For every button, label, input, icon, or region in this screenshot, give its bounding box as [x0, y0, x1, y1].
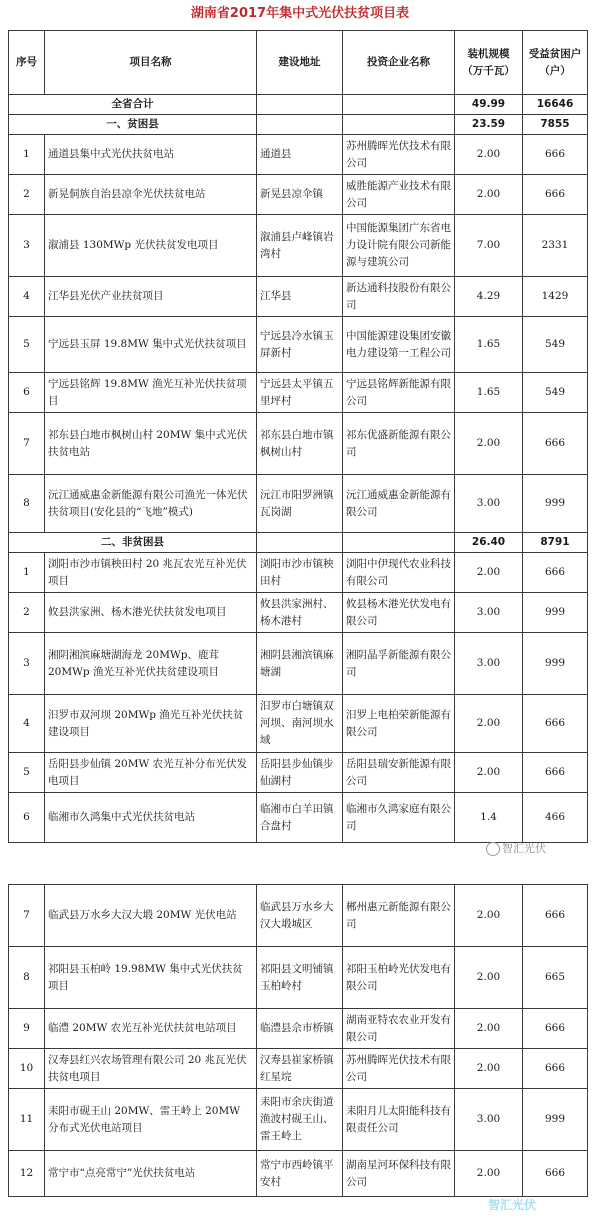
- cell-company: 中国能源集团广东省电力设计院有限公司新能源与建筑公司: [343, 215, 455, 277]
- cell-company: 攸县杨木港光伏发电有限公司: [343, 593, 455, 633]
- cell-households: 1429: [523, 277, 588, 317]
- cell-site: 湘阴县湘滨镇麻塘湖: [257, 633, 343, 695]
- header-row: [9, 31, 588, 95]
- table-row: [9, 793, 588, 843]
- cell-site: 临湘市白羊田镇合盘村: [257, 793, 343, 843]
- table-row: [9, 215, 588, 277]
- cell-capacity: 3.00: [455, 633, 523, 695]
- cell-capacity: 2.00: [455, 695, 523, 753]
- table-row: [9, 277, 588, 317]
- header-no: 序号: [9, 31, 45, 95]
- cell-site: 祁阳县文明铺镇玉柏岭村: [257, 947, 343, 1009]
- cell-no: 5: [9, 753, 45, 793]
- cell-name: 汉寿县红兴农场管理有限公司 20 兆瓦光伏扶贫电项目: [45, 1049, 257, 1089]
- page-title: 湖南省2017年集中式光伏扶贫项目表: [190, 6, 410, 21]
- cell-households: 666: [523, 413, 588, 475]
- cell-site: 通道县: [257, 135, 343, 175]
- cell-name: 临澧 20MW 农光互补光伏扶贫电站项目: [45, 1009, 257, 1049]
- cell-site: 汨罗市白塘镇双河坝、南河坝水域: [257, 695, 343, 753]
- cell-site: 溆浦县卢峰镇岩湾村: [257, 215, 343, 277]
- project-table-top: [8, 30, 588, 843]
- cell-name: 浏阳市沙市镇秧田村 20 兆瓦农光互补光伏项目: [45, 553, 257, 593]
- cell-capacity: 3.00: [455, 475, 523, 533]
- cell-company: 郴州惠元新能源有限公司: [343, 885, 455, 947]
- cell-name: 宁远县铭辉 19.8MW 渔光互补光伏扶贫项目: [45, 373, 257, 413]
- cell-capacity: 1.65: [455, 317, 523, 373]
- cell-name: 溆浦县 130MWp 光伏扶贫发电项目: [45, 215, 257, 277]
- cell-name: 新晃侗族自治县凉伞光伏扶贫电站: [45, 175, 257, 215]
- table-row: [9, 135, 588, 175]
- cell-households: 549: [523, 373, 588, 413]
- table-row: [9, 1089, 588, 1151]
- cell-site: 临澧县佘市桥镇: [257, 1009, 343, 1049]
- cell-no: 5: [9, 317, 45, 373]
- cell-capacity: 2.00: [455, 947, 523, 1009]
- cell-name: 常宁市“点亮常宁”光伏扶贫电站: [45, 1151, 257, 1197]
- cell-site: 常宁市西岭镇平安村: [257, 1151, 343, 1197]
- section-row: [9, 115, 588, 135]
- cell-households: 666: [523, 1049, 588, 1089]
- section-households: 8791: [523, 533, 588, 553]
- cell-households: 666: [523, 135, 588, 175]
- cell-capacity: 7.00: [455, 215, 523, 277]
- table-row: [9, 885, 588, 947]
- cell-site: 宁远县冷水镇玉屏新村: [257, 317, 343, 373]
- table-row: [9, 593, 588, 633]
- cell-site: 新晃县凉伞镇: [257, 175, 343, 215]
- cell-company: 临湘市久鸿家庭有限公司: [343, 793, 455, 843]
- cell-site: 江华县: [257, 277, 343, 317]
- cell-no: 11: [9, 1089, 45, 1151]
- cell-capacity: 2.00: [455, 1009, 523, 1049]
- cell-site: 耒阳市余庆街道渔波村砚王山、雷王岭上: [257, 1089, 343, 1151]
- cell-no: 1: [9, 135, 45, 175]
- cell-site: 临武县万水乡大汉大塅城区: [257, 885, 343, 947]
- table-row: [9, 1151, 588, 1197]
- total-row: [9, 95, 588, 115]
- cell-site: 攸县洪家洲村、杨木港村: [257, 593, 343, 633]
- cell-company: 湖南星河环保科技有限公司: [343, 1151, 455, 1197]
- table-row: [9, 553, 588, 593]
- table-row: [9, 1009, 588, 1049]
- cell-name: 岳阳县步仙镇 20MW 农光互补分布光伏发电项目: [45, 753, 257, 793]
- cell-households: 549: [523, 317, 588, 373]
- total-households: 16646: [523, 95, 588, 115]
- cell-capacity: 3.00: [455, 1089, 523, 1151]
- cell-name: 湘阴湘滨麻塘湖海龙 20MWp、鹿茸 20MWp 渔光互补光伏扶贫建设项目: [45, 633, 257, 695]
- header-households: 受益贫困户（户）: [523, 31, 588, 95]
- cell-company: 沅江通威惠金新能源有限公司: [343, 475, 455, 533]
- project-table-bottom: [8, 884, 588, 1197]
- header-company: 投资企业名称: [343, 31, 455, 95]
- cell-name: 沅江通威惠金新能源有限公司渔光一体光伏扶贫项目(安化县的“飞地”模式): [45, 475, 257, 533]
- table-row: [9, 475, 588, 533]
- table-row: [9, 947, 588, 1009]
- cell-households: 666: [523, 553, 588, 593]
- cell-company: 苏州腾晖光伏技术有限公司: [343, 135, 455, 175]
- table-row: [9, 373, 588, 413]
- cell-company: 祁东优盛新能源有限公司: [343, 413, 455, 475]
- cell-capacity: 2.00: [455, 553, 523, 593]
- cell-company: 岳阳县瑞安新能源有限公司: [343, 753, 455, 793]
- cell-no: 9: [9, 1009, 45, 1049]
- section-row: [9, 533, 588, 553]
- page-gap: [0, 868, 600, 884]
- cell-site: 沅江市阳罗洲镇瓦岗湖: [257, 475, 343, 533]
- cell-company: 中国能源建设集团安徽电力建设第一工程公司: [343, 317, 455, 373]
- cell-capacity: 2.00: [455, 1049, 523, 1089]
- cell-company: 新达通科技股份有限公司: [343, 277, 455, 317]
- cell-no: 6: [9, 373, 45, 413]
- cell-site: 宁远县太平镇五里坪村: [257, 373, 343, 413]
- cell-no: 3: [9, 215, 45, 277]
- cell-households: 999: [523, 593, 588, 633]
- table-row: [9, 175, 588, 215]
- cell-site: 汉寿县崔家桥镇红星垸: [257, 1049, 343, 1089]
- cell-name: 宁远县玉屏 19.8MW 集中式光伏扶贫项目: [45, 317, 257, 373]
- cell-no: 7: [9, 885, 45, 947]
- cell-capacity: 1.4: [455, 793, 523, 843]
- cell-name: 江华县光伏产业扶贫项目: [45, 277, 257, 317]
- cell-households: 666: [523, 1151, 588, 1197]
- cell-no: 2: [9, 593, 45, 633]
- cell-company: 威胜能源产业技术有限公司: [343, 175, 455, 215]
- cell-capacity: 2.00: [455, 413, 523, 475]
- cell-no: 4: [9, 695, 45, 753]
- cell-households: 666: [523, 1009, 588, 1049]
- cell-capacity: 2.00: [455, 135, 523, 175]
- cell-company: 汨罗上电柏荣新能源有限公司: [343, 695, 455, 753]
- table-row: [9, 753, 588, 793]
- cell-name: 临武县万水乡大汉大塅 20MW 光伏电站: [45, 885, 257, 947]
- cell-company: 耒阳月儿太阳能科技有限责任公司: [343, 1089, 455, 1151]
- cell-no: 7: [9, 413, 45, 475]
- cell-no: 10: [9, 1049, 45, 1089]
- cell-capacity: 2.00: [455, 885, 523, 947]
- table-row: [9, 1049, 588, 1089]
- section-capacity: 23.59: [455, 115, 523, 135]
- watermark-bottom: [488, 1196, 536, 1213]
- cell-name: 临湘市久鸿集中式光伏扶贫电站: [45, 793, 257, 843]
- cell-company: 宁远县铭辉新能源有限公司: [343, 373, 455, 413]
- cell-households: 2331: [523, 215, 588, 277]
- cell-no: 12: [9, 1151, 45, 1197]
- wechat-icon: [486, 842, 500, 856]
- cell-capacity: 3.00: [455, 593, 523, 633]
- cell-name: 汨罗市双河坝 20MWp 渔光互补光伏扶贫建设项目: [45, 695, 257, 753]
- watermark-top-text: 智汇光伏: [502, 842, 546, 855]
- cell-households: 666: [523, 175, 588, 215]
- section-label: 一、贫困县: [9, 115, 257, 135]
- table-row: [9, 633, 588, 695]
- cell-company: 湘阴晶孚新能源有限公司: [343, 633, 455, 695]
- watermark-top: [486, 840, 546, 856]
- cell-households: 999: [523, 1089, 588, 1151]
- cell-no: 6: [9, 793, 45, 843]
- cell-no: 2: [9, 175, 45, 215]
- cell-households: 666: [523, 885, 588, 947]
- cell-households: 666: [523, 695, 588, 753]
- table-row: [9, 413, 588, 475]
- header-site: 建设地址: [257, 31, 343, 95]
- cell-households: 999: [523, 633, 588, 695]
- section-label: 二、非贫困县: [9, 533, 257, 553]
- header-capacity: 装机规模（万千瓦）: [455, 31, 523, 95]
- table-row: [9, 317, 588, 373]
- cell-households: 666: [523, 753, 588, 793]
- cell-households: 999: [523, 475, 588, 533]
- table-row: [9, 695, 588, 753]
- cell-households: 466: [523, 793, 588, 843]
- total-capacity: 49.99: [455, 95, 523, 115]
- cell-capacity: 2.00: [455, 1151, 523, 1197]
- cell-no: 8: [9, 475, 45, 533]
- cell-capacity: 2.00: [455, 753, 523, 793]
- section-households: 7855: [523, 115, 588, 135]
- cell-company: 浏阳中伊现代农业科技有限公司: [343, 553, 455, 593]
- cell-name: 祁东县白地市枫树山村 20MW 集中式光伏扶贫电站: [45, 413, 257, 475]
- cell-site: 岳阳县步仙镇步仙湖村: [257, 753, 343, 793]
- cell-company: 苏州腾晖光伏技术有限公司: [343, 1049, 455, 1089]
- cell-name: 耒阳市砚王山 20MW、雷王岭上 20MW 分布式光伏电站项目: [45, 1089, 257, 1151]
- cell-no: 3: [9, 633, 45, 695]
- cell-no: 4: [9, 277, 45, 317]
- cell-no: 8: [9, 947, 45, 1009]
- watermark-bottom-text: 智汇光伏: [488, 1198, 537, 1212]
- section-capacity: 26.40: [455, 533, 523, 553]
- cell-name: 通道县集中式光伏扶贫电站: [45, 135, 257, 175]
- cell-households: 665: [523, 947, 588, 1009]
- cell-name: 攸县洪家洲、杨木港光伏扶贫发电项目: [45, 593, 257, 633]
- cell-site: 浏阳市沙市镇秧田村: [257, 553, 343, 593]
- cell-name: 祁阳县玉柏岭 19.98MW 集中式光伏扶贫项目: [45, 947, 257, 1009]
- cell-capacity: 4.29: [455, 277, 523, 317]
- cell-site: 祁东县白地市镇枫树山村: [257, 413, 343, 475]
- total-label: 全省合计: [9, 95, 257, 115]
- cell-company: 湖南亚特农农业开发有限公司: [343, 1009, 455, 1049]
- cell-capacity: 1.65: [455, 373, 523, 413]
- cell-capacity: 2.00: [455, 175, 523, 215]
- header-name: 项目名称: [45, 31, 257, 95]
- cell-no: 1: [9, 553, 45, 593]
- cell-company: 祁阳玉柏岭光伏发电有限公司: [343, 947, 455, 1009]
